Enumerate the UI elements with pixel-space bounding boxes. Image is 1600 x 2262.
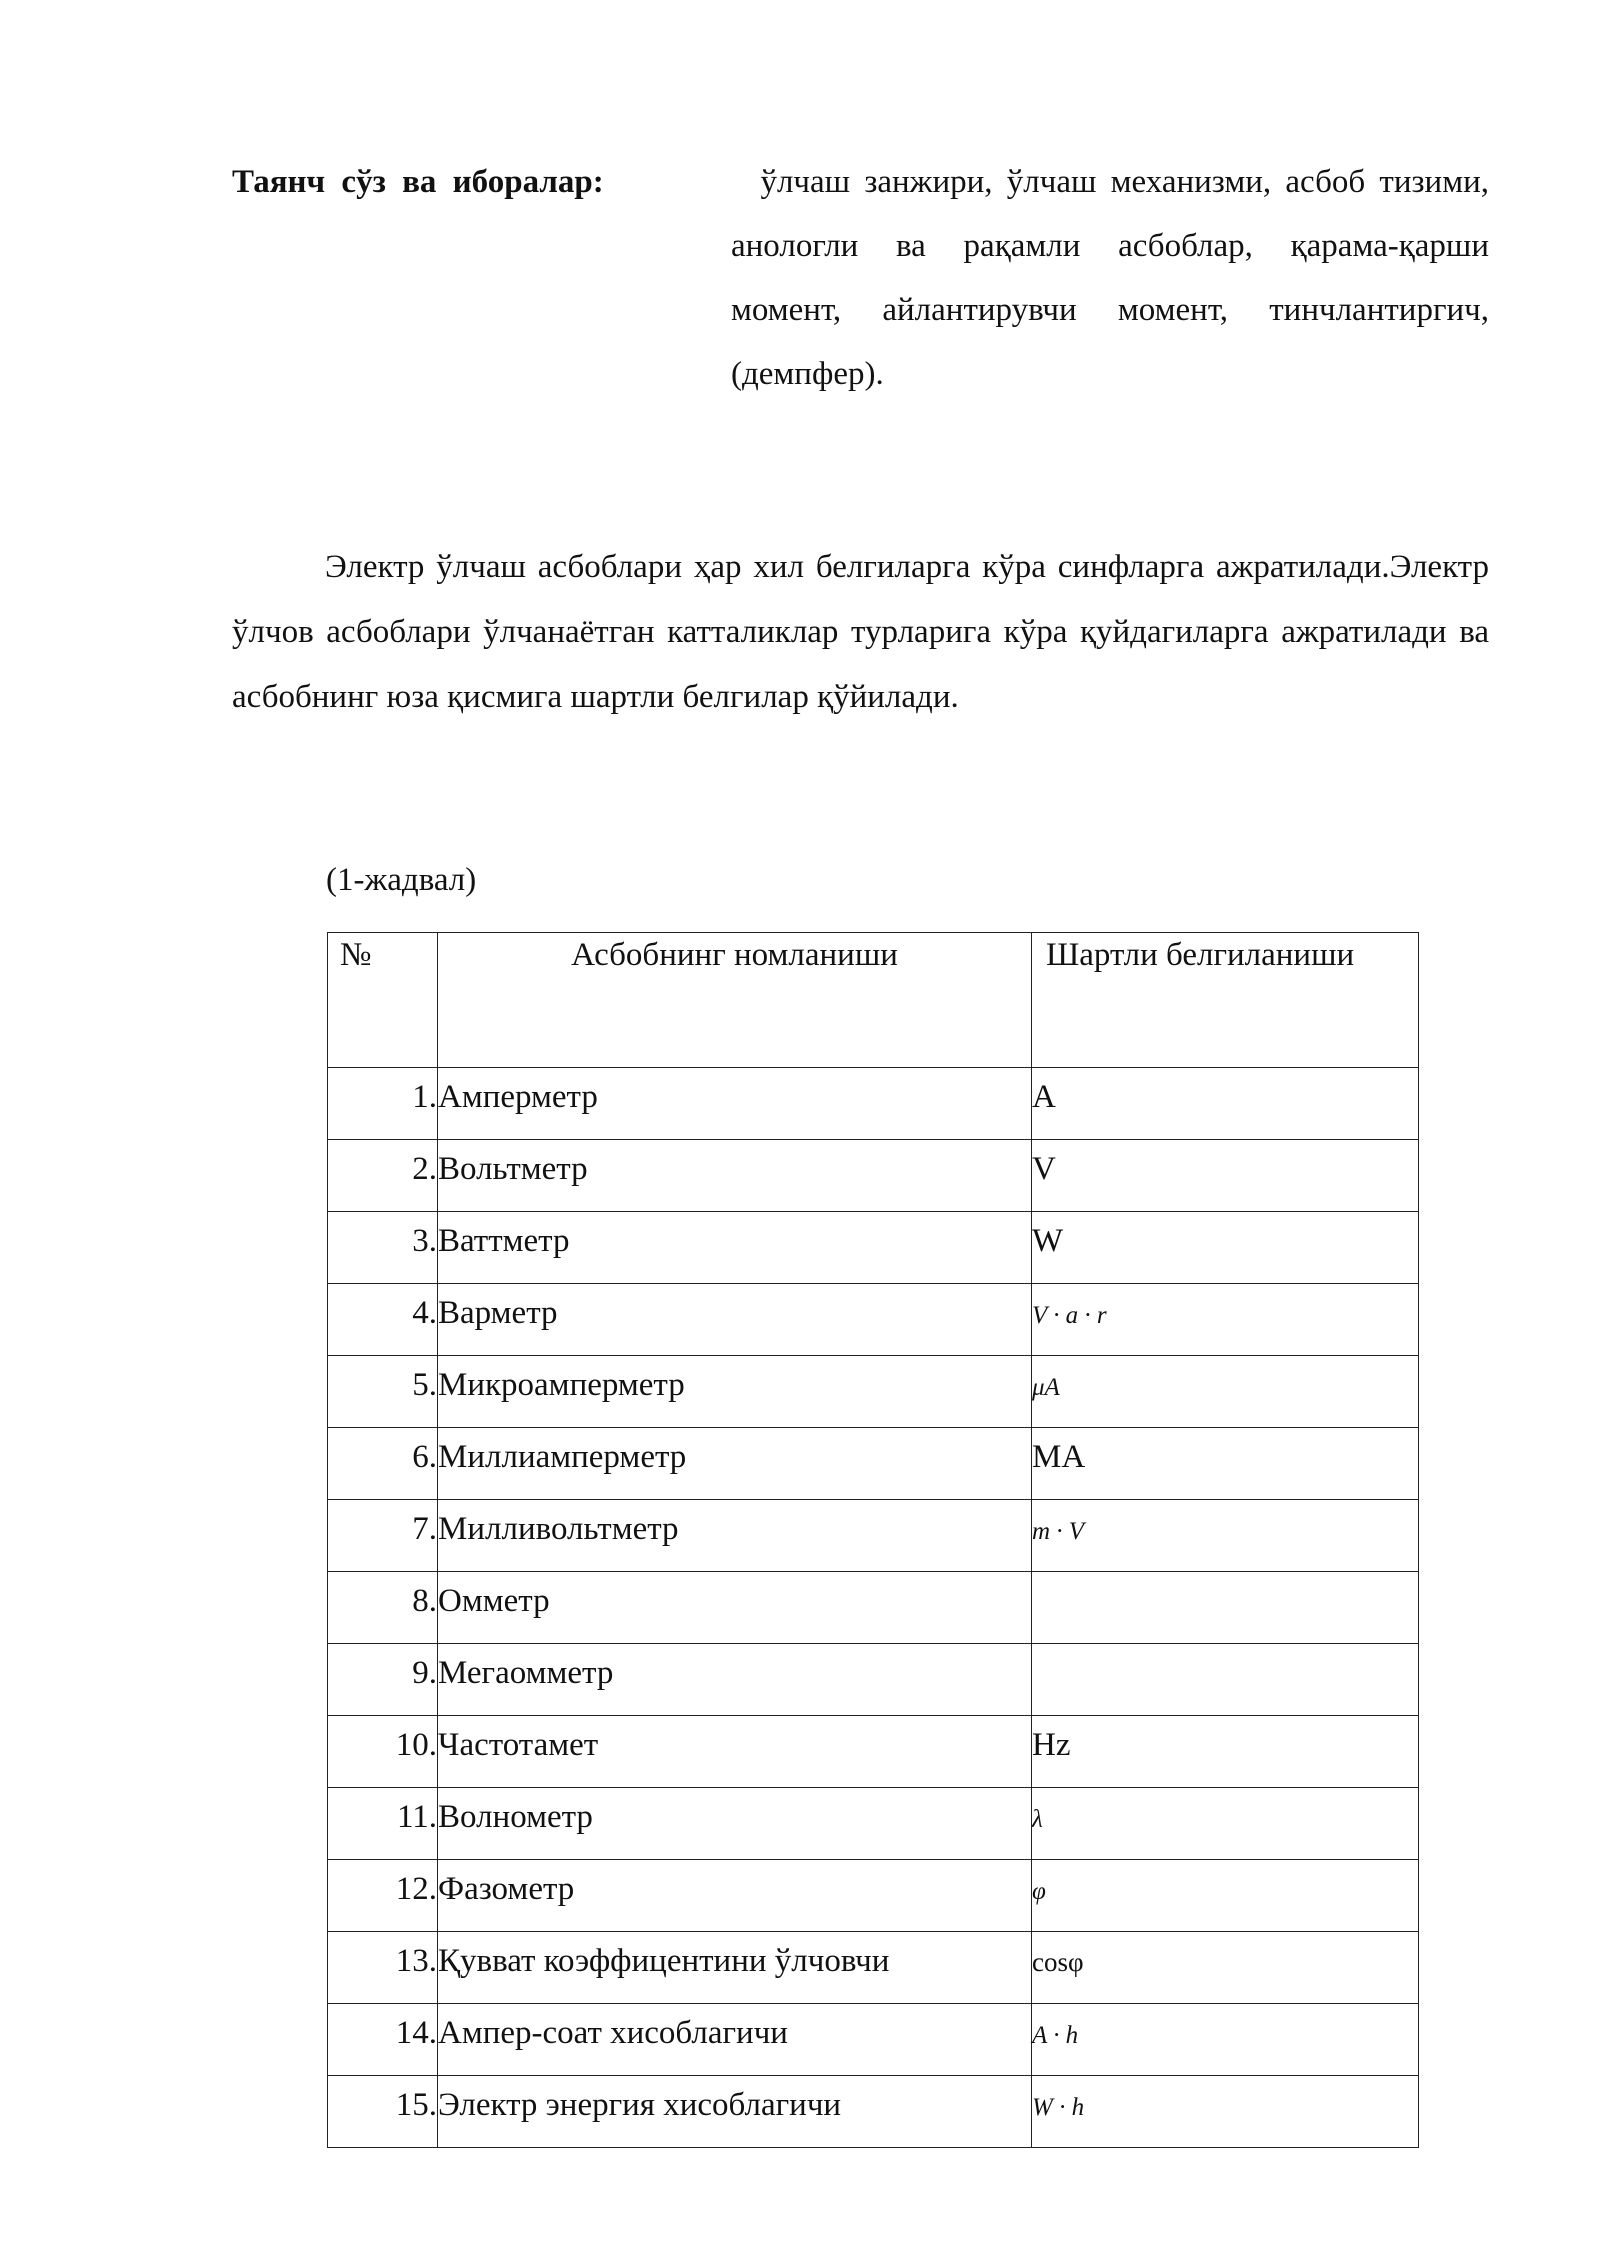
- keywords-label: Таянч сўз ва иборалар:: [232, 164, 604, 200]
- table-row: [328, 2076, 1419, 2148]
- table-row: [328, 1428, 1419, 1500]
- row-symbol-cell: [1032, 1428, 1419, 1500]
- row-name: Амперметр: [438, 1068, 1032, 1140]
- table-body: [328, 1068, 1419, 2148]
- table-header-row: [328, 933, 1419, 1068]
- row-symbol: A · h: [1032, 2022, 1079, 2049]
- row-symbol-cell: [1032, 2076, 1419, 2148]
- row-number: 5.: [328, 1356, 438, 1428]
- row-symbol: V · a · r: [1032, 1302, 1107, 1329]
- row-name: Қувват коэффицентини ўлчовчи: [438, 1932, 1032, 2004]
- table-row: [328, 1068, 1419, 1140]
- row-name: Фазометр: [438, 1860, 1032, 1932]
- table-row: [328, 1788, 1419, 1860]
- row-name: Микроамперметр: [438, 1356, 1032, 1428]
- table-row: [328, 2004, 1419, 2076]
- row-number: 4.: [328, 1284, 438, 1356]
- row-symbol-cell: [1032, 1572, 1419, 1644]
- row-symbol: W · h: [1032, 2094, 1085, 2121]
- row-name: Частотамет: [438, 1716, 1032, 1788]
- keywords-first-line: [232, 150, 1489, 214]
- row-name: Милливольтметр: [438, 1500, 1032, 1572]
- row-symbol-cell: [1032, 2004, 1419, 2076]
- row-number: 12.: [328, 1860, 438, 1932]
- row-number: 9.: [328, 1644, 438, 1716]
- keywords-block: [232, 150, 1489, 406]
- row-name: Электр энергия хисоблагичи: [438, 2076, 1032, 2148]
- row-symbol: μA: [1032, 1374, 1060, 1401]
- row-number: 14.: [328, 2004, 438, 2076]
- row-number: 2.: [328, 1140, 438, 1212]
- table-caption: (1-жадвал): [326, 862, 477, 898]
- row-symbol-cell: [1032, 1860, 1419, 1932]
- row-name: Волнометр: [438, 1788, 1032, 1860]
- row-symbol-cell: [1032, 1212, 1419, 1284]
- instruments-table: [327, 932, 1419, 2148]
- table-row: [328, 1284, 1419, 1356]
- row-symbol-cell: [1032, 1140, 1419, 1212]
- row-symbol-cell: [1032, 1932, 1419, 2004]
- header-name: Асбобнинг номланиши: [438, 933, 1032, 1068]
- keywords-text-rest: анологли ва рақамли асбоблар, қарама-қарши момент, айлантирувчи момент, тинчлантиргич, (демпфер).: [731, 228, 1489, 392]
- table-row: [328, 1932, 1419, 2004]
- row-number: 6.: [328, 1428, 438, 1500]
- keywords-text-line1: ўлчаш занжири, ўлчаш механизми, асбоб тизими,: [760, 164, 1489, 200]
- row-symbol-cell: [1032, 1284, 1419, 1356]
- row-name: Мегаомметр: [438, 1644, 1032, 1716]
- row-name: Варметр: [438, 1284, 1032, 1356]
- row-name: Ваттметр: [438, 1212, 1032, 1284]
- table-row: [328, 1644, 1419, 1716]
- row-symbol-cell: [1032, 1716, 1419, 1788]
- row-symbol: W: [1032, 1223, 1064, 1259]
- row-symbol: λ: [1032, 1806, 1043, 1833]
- row-name: Миллиамперметр: [438, 1428, 1032, 1500]
- row-number: 1.: [328, 1068, 438, 1140]
- table-row: [328, 1860, 1419, 1932]
- table-row: [328, 1572, 1419, 1644]
- row-symbol-cell: [1032, 1788, 1419, 1860]
- body-paragraph: Электр ўлчаш асбоблари ҳар хил белгиларга кўра синфларга ажратилади.Электр ўлчов асбоблари ўлчанаётган катталиклар турларига кўра қуйдагиларга ажратилади ва асбобнинг юза қисмига шартли белгилар қўйилади.: [232, 549, 1489, 715]
- header-symbol: Шартли белгиланиши: [1032, 933, 1419, 1068]
- row-name: Вольтметр: [438, 1140, 1032, 1212]
- row-symbol: cosφ: [1032, 1947, 1084, 1977]
- row-symbol-cell: [1032, 1500, 1419, 1572]
- table-row: [328, 1212, 1419, 1284]
- row-number: 3.: [328, 1212, 438, 1284]
- row-symbol: m · V: [1032, 1518, 1085, 1545]
- row-name: Ампер-соат хисоблагичи: [438, 2004, 1032, 2076]
- row-symbol-cell: [1032, 1644, 1419, 1716]
- table-row: [328, 1716, 1419, 1788]
- row-number: 10.: [328, 1716, 438, 1788]
- row-number: 13.: [328, 1932, 438, 2004]
- row-symbol-cell: [1032, 1068, 1419, 1140]
- row-symbol-cell: [1032, 1356, 1419, 1428]
- row-number: 15.: [328, 2076, 438, 2148]
- table-row: [328, 1140, 1419, 1212]
- table-row: [328, 1356, 1419, 1428]
- row-symbol: V: [1032, 1151, 1056, 1187]
- row-name: Омметр: [438, 1572, 1032, 1644]
- row-number: 7.: [328, 1500, 438, 1572]
- row-symbol: MA: [1032, 1439, 1086, 1475]
- row-number: 11.: [328, 1788, 438, 1860]
- row-symbol: A: [1032, 1079, 1056, 1115]
- table-row: [328, 1500, 1419, 1572]
- header-number: №: [328, 933, 438, 1068]
- row-symbol: φ: [1032, 1878, 1046, 1905]
- row-symbol: Hz: [1032, 1727, 1071, 1763]
- row-number: 8.: [328, 1572, 438, 1644]
